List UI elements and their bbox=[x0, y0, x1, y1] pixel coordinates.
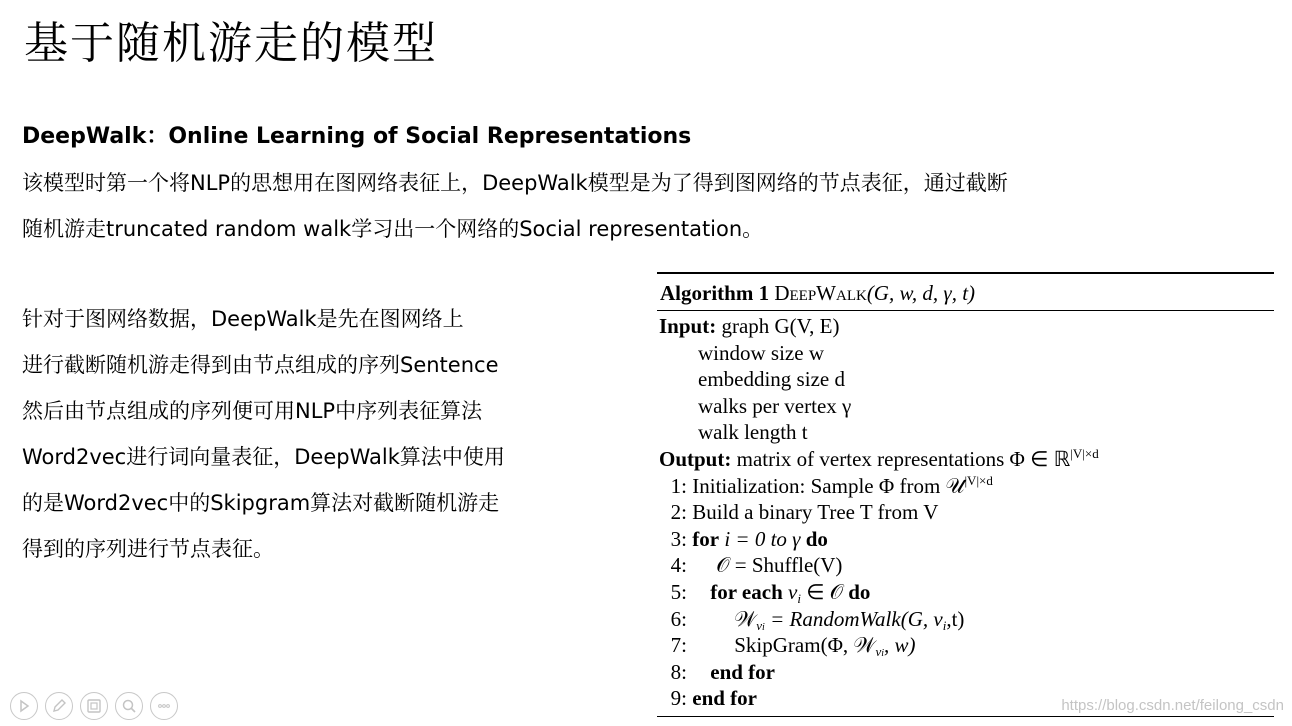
description-line: 的是Word2vec中的Skipgram算法对截断随机游走 bbox=[22, 491, 500, 515]
step-number: 4: bbox=[670, 553, 687, 578]
keyword: for bbox=[692, 526, 720, 551]
step-text: Initialization: Sample Φ from 𝒰 bbox=[692, 473, 965, 498]
step-text: = RandomWalk(G, v bbox=[764, 606, 943, 631]
keyword: end for bbox=[710, 659, 775, 684]
step-text: Build a binary Tree T from V bbox=[692, 500, 939, 525]
algorithm-header bbox=[657, 274, 1274, 311]
step-text: , w) bbox=[884, 633, 916, 658]
step-sub-index: i bbox=[762, 621, 765, 633]
step-number: 1: bbox=[670, 473, 687, 498]
algorithm-step bbox=[657, 552, 1274, 579]
more-icon[interactable] bbox=[150, 692, 178, 720]
step-text: ,t) bbox=[946, 606, 965, 631]
keyword: for each bbox=[710, 579, 783, 604]
step-text: 𝒲 bbox=[734, 606, 757, 631]
step-number: 2: bbox=[670, 500, 687, 525]
description-line: 得到的序列进行节点表征。 bbox=[22, 537, 274, 561]
step-number: 5: bbox=[670, 579, 687, 604]
step-text: v bbox=[782, 579, 798, 604]
step-sub bbox=[756, 618, 765, 633]
step-number: 7: bbox=[670, 633, 687, 658]
input-param: walks per vertex γ bbox=[698, 393, 852, 418]
output-value: matrix of vertex representations Φ ∈ ℝ bbox=[736, 446, 1071, 471]
step-text: ∈ 𝒪 bbox=[800, 579, 849, 604]
keyword: end for bbox=[692, 686, 757, 711]
description-line: Word2vec进行词向量表征，DeepWalk算法中使用 bbox=[22, 445, 505, 469]
step-sub: i bbox=[942, 617, 947, 633]
description-line: 然后由节点组成的序列便可用NLP中序列表征算法 bbox=[22, 399, 483, 423]
step-text: 𝒪 = Shuffle(V) bbox=[716, 553, 843, 578]
step-sup: |V|×d bbox=[964, 472, 993, 488]
algorithm-step bbox=[657, 606, 1274, 633]
watermark: https://blog.csdn.net/feilong_csdn bbox=[1061, 697, 1284, 714]
step-sub-index: i bbox=[881, 648, 884, 660]
description-paragraph bbox=[22, 296, 622, 572]
algorithm-signature: (G, w, d, γ, t) bbox=[866, 281, 976, 305]
algorithm-step bbox=[657, 526, 1274, 553]
step-text: SkipGram(Φ, 𝒲 bbox=[734, 633, 876, 658]
step-sub bbox=[875, 644, 884, 659]
step-number: 6: bbox=[670, 606, 687, 631]
intro-line: 随机游走truncated random walk学习出一个网络的Social representation。 bbox=[22, 217, 764, 241]
input-value: graph G(V, E) bbox=[721, 314, 840, 338]
input-label: Input: bbox=[659, 314, 717, 338]
algorithm-step bbox=[657, 579, 1274, 606]
input-param: window size w bbox=[698, 340, 824, 365]
slides-icon[interactable] bbox=[80, 692, 108, 720]
step-number: 9: bbox=[670, 686, 687, 711]
algorithm-step bbox=[657, 499, 1274, 526]
output-sup: |V|×d bbox=[1070, 445, 1099, 461]
keyword: do bbox=[848, 579, 871, 604]
algorithm-step bbox=[657, 473, 1274, 500]
pen-icon[interactable] bbox=[45, 692, 73, 720]
input-row bbox=[657, 313, 1274, 340]
output-row bbox=[657, 446, 1274, 473]
step-number: 8: bbox=[670, 659, 687, 684]
paper-title: DeepWalk：Online Learning of Social Representations bbox=[22, 124, 692, 149]
description-line: 针对于图网络数据，DeepWalk是先在图网络上 bbox=[22, 307, 464, 331]
step-text: i = 0 to γ bbox=[719, 526, 806, 551]
play-icon[interactable] bbox=[10, 692, 38, 720]
algorithm-name: DeepWalk bbox=[774, 281, 867, 305]
algorithm-label: Algorithm 1 bbox=[660, 281, 770, 305]
keyword: do bbox=[805, 526, 828, 551]
algorithm-step bbox=[657, 659, 1274, 686]
slide-title: 基于随机游走的模型 bbox=[24, 18, 438, 69]
step-number: 3: bbox=[670, 526, 687, 551]
input-param: embedding size d bbox=[698, 367, 845, 392]
step-sub-main: v bbox=[875, 644, 882, 660]
zoom-icon[interactable] bbox=[115, 692, 143, 720]
algorithm-body bbox=[657, 311, 1274, 716]
intro-paragraph bbox=[22, 160, 1222, 252]
input-param: walk length t bbox=[698, 420, 808, 445]
algorithm-box bbox=[657, 272, 1274, 717]
output-label: Output: bbox=[659, 446, 732, 471]
algorithm-step bbox=[657, 632, 1274, 659]
step-sub: i bbox=[797, 590, 801, 606]
description-line: 进行截断随机游走得到由节点组成的序列Sentence bbox=[22, 353, 499, 377]
presentation-toolbar bbox=[10, 692, 178, 722]
intro-line: 该模型时第一个将NLP的思想用在图网络表征上，DeepWalk模型是为了得到图网络的节点表征，通过截断 bbox=[22, 171, 1008, 195]
step-sub-main: v bbox=[756, 617, 763, 633]
